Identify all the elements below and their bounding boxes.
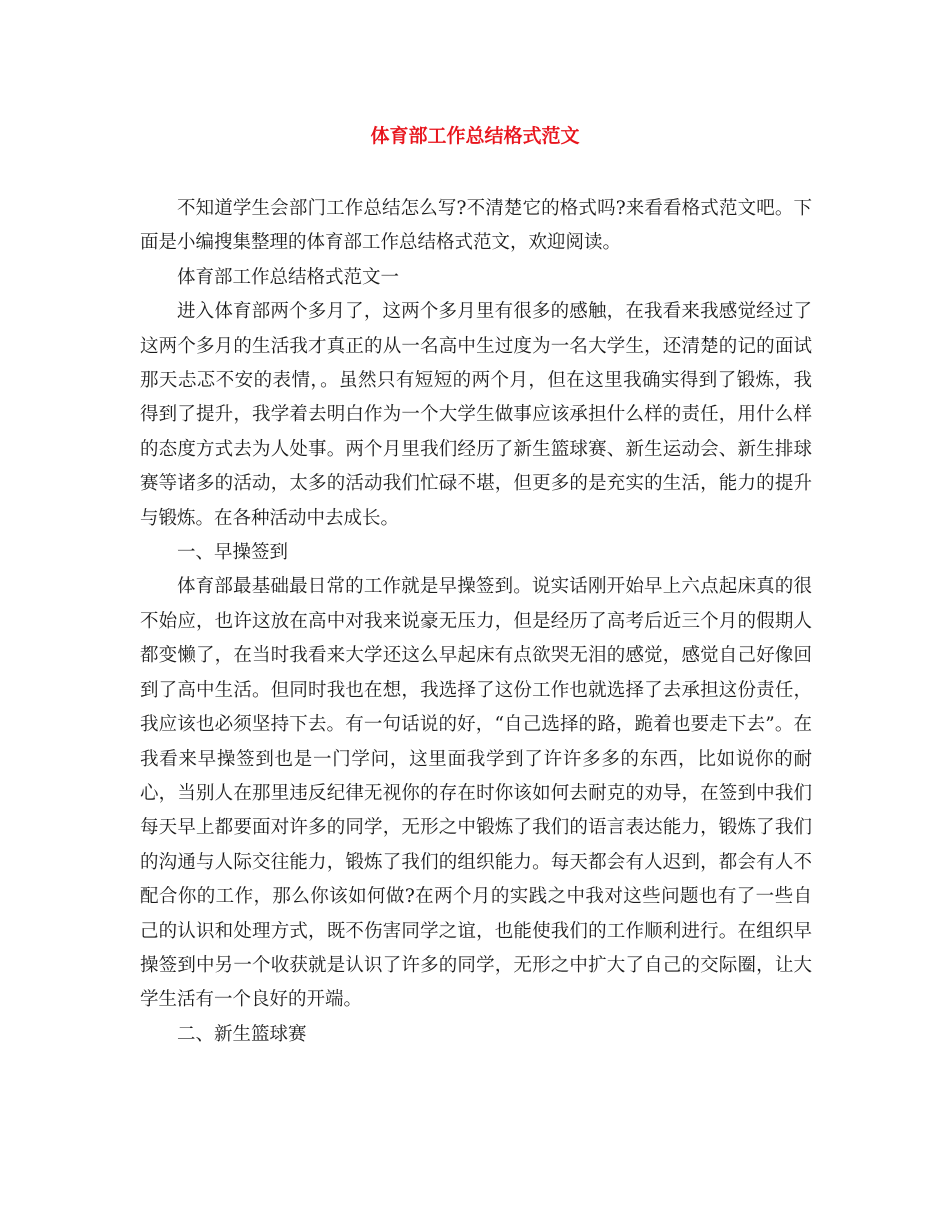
section-heading-morning-exercise: 一、早操签到 — [177, 542, 289, 564]
document-title: 体育部工作总结格式范文 — [370, 125, 580, 147]
section-heading-sample-one: 体育部工作总结格式范文一 — [177, 266, 400, 288]
body-paragraph: 进入体育部两个多月了，这两个多月里有很多的感触，在我看来我感觉经过了这两个多月的生活我才真正的从一名高中生过度为一名大学生，还清楚的记的面试那天忐忑不安的表情，。虽然只有短短的两个月，但在这里我确实得到了锻炼，我得到了提升，我学着去明白作为一个大学生做事应该承担什么样的责任，用什么样的态度方式去为人处事。两个月里我们经历了新生篮球赛、新生运动会、新生排球赛等诸多的活动，太多的活动我们忙碌不堪，但更多的是充实的生活，能力的提升与锻炼。在各种活动中去成长。 — [140, 301, 812, 529]
body-paragraph: 体育部最基础最日常的工作就是早操签到。说实话刚开始早上六点起床真的很不始应，也许这放在高中对我来说豪无压力，但是经历了高考后近三个月的假期人都变懒了，在当时我看来大学还这么早起床有点欲哭无泪的感觉，感觉自己好像回到了高中生活。但同时我也在想，我选择了这份工作也就选择了去承担这份责任，我应该也必须坚持下去。有一句话说的好，“自己选择的路，跪着也要走下去”。在我看来早操签到也是一门学问，这里面我学到了许许多多的东西，比如说你的耐心，当别人在那里违反纪律无视你的存在时你该如何去耐克的劝导，在签到中我们每天早上都要面对许多的同学，无形之中锻炼了我们的语言表达能力，锻炼了我们的沟通与人际交往能力，锻炼了我们的组织能力。每天都会有人迟到，都会有人不配合你的工作，那么你该如何做?在两个月的实践之中我对这些问题也有了一些自己的认识和处理方式，既不伤害同学之谊，也能使我们的工作顺利进行。在组织早操签到中另一个收获就是认识了许多的同学，无形之中扩大了自己的交际圈，让大学生活有一个良好的开端。 — [140, 576, 812, 1011]
document-body — [140, 192, 812, 1052]
section-heading-basketball: 二、新生篮球赛 — [177, 1023, 307, 1045]
intro-paragraph: 不知道学生会部门工作总结怎么写?不清楚它的格式吗?来看看格式范文吧。下面是小编搜集整理的体育部工作总结格式范文，欢迎阅读。 — [140, 198, 812, 254]
